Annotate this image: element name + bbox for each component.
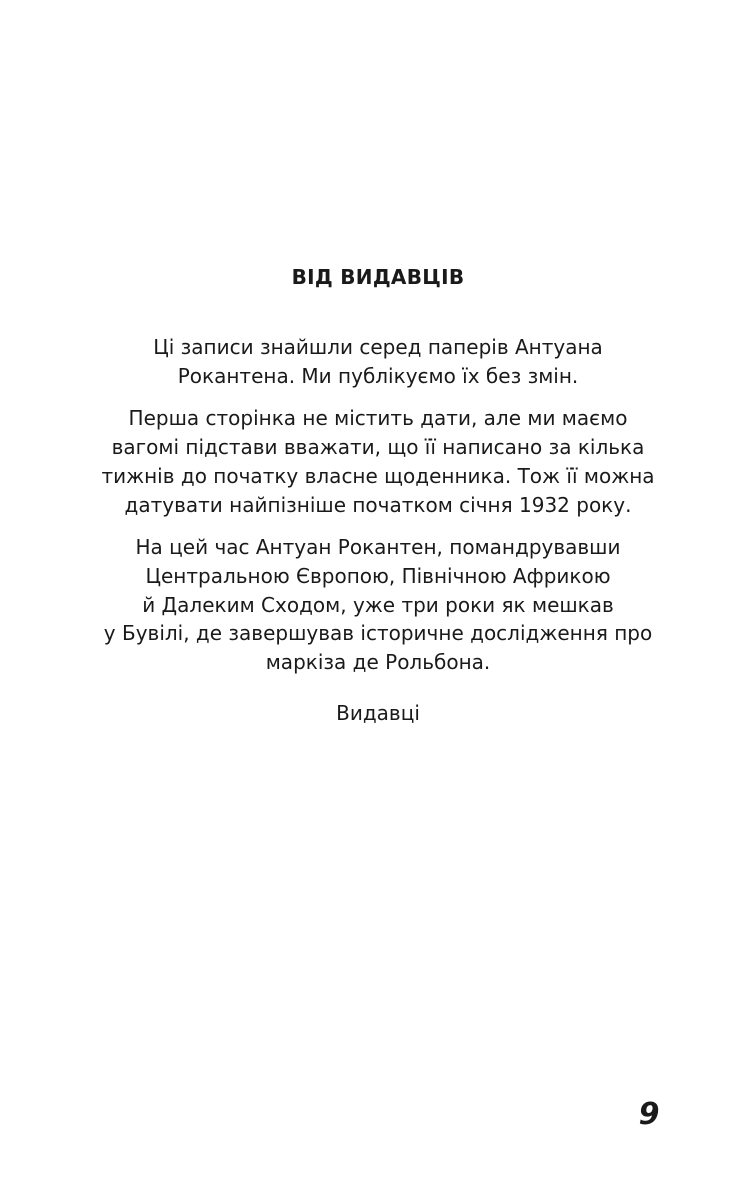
text-line: у Бувілі, де завершував історичне дослідження про [103, 621, 653, 646]
text-line: Ці записи знайшли серед паперів Антуана [153, 335, 603, 359]
page-number: 9 [638, 1097, 660, 1132]
text-line: Перша сторінка не містить дати, але ми маємо [128, 406, 628, 431]
text-line: На цей час Антуан Рокантен, помандрувавши [135, 535, 621, 560]
text-line: тижнів до початку власне щоденника. Тож її можна [101, 463, 655, 488]
text-line: вагомі підстави вважати, що її написано за кілька [111, 435, 645, 460]
text-line: датувати найпізніше початком січня 1932 року. [124, 492, 632, 517]
paragraph-1 [88, 333, 668, 390]
text-line: Центральною Європою, Північною Африкою [145, 563, 611, 588]
page-heading: ВІД ВИДАВЦІВ [291, 265, 465, 289]
signature: Видавці [336, 700, 420, 725]
text-line: й Далеким Сходом, уже три роки як мешкав [142, 592, 614, 617]
text-line: Рокантена. Ми публікуємо їх без змін. [177, 363, 579, 388]
paragraph-3 [88, 533, 668, 677]
paragraph-2 [88, 404, 668, 519]
publisher-note [88, 333, 668, 741]
text-line: маркіза де Рольбона. [265, 650, 491, 675]
